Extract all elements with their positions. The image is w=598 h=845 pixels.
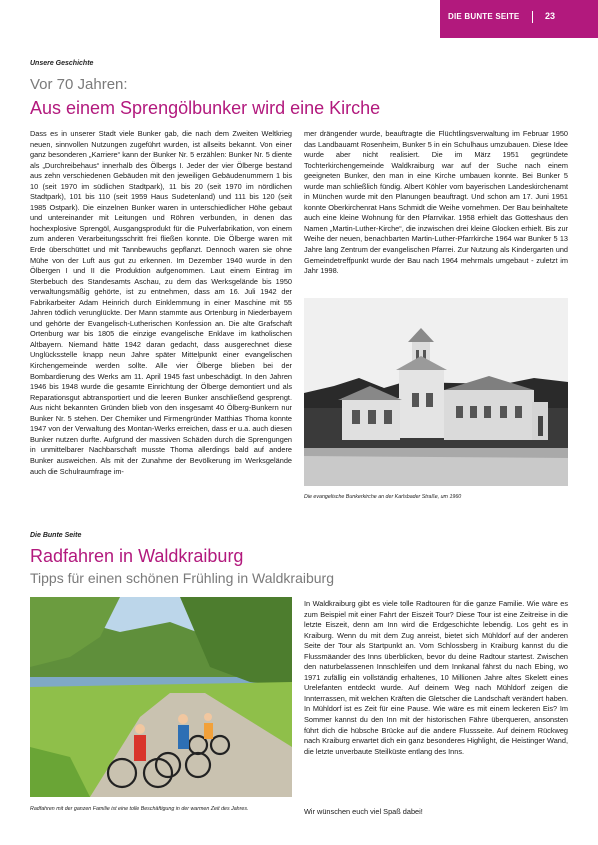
bunker-photo-caption: Die evangelische Bunkerkirche an der Karlsbader Straße, um 1960 xyxy=(304,494,462,500)
article2-subtitle: Tipps für einen schönen Frühling in Waldkraiburg xyxy=(30,570,335,586)
article1-column-1: Dass es in unserer Stadt viele Bunker gab, die nach dem Zweiten Weltkrieg neuen, sinnvollen Nutzungen zugeführt wurden, ist allseits bekannt. Von einer ganz besonderen „Karriere“ kann der Bunker Nr. 5 erzählen: Bunker Nr. 5 diente als „Durchreibehaus“ innerhalb des Ölbergs I. Jeder der vier Ölberge bestand aus zehn verschiedenen Gebäuden mit den jeweiligen Gebäudenummern 1 bis 10 (seit 1970 im südlichen Stadtpark), 11 bis 20 (seit 1970 im nördlichen Stadtpark), 101 bis 110 (seit 1959 Haus Sudetenland) und 111 bis 120 (seit 1985 Ostpark). Die einzelnen Bunker waren in unterschiedlicher Höhe gebaut und untereinander mit Leitungen und Röhren verbunden, in denen das hochexplosive Sprengöl, Ausgangsprodukt für die Pulverfabrikation, von einem zum anderen Verarbeitungsschritt frei fließen konnte. Die Ölberge waren mit Erde überschüttet und mit Tannbewuchs gepflanzt. Dennoch waren sie ohne Mühe von der Luft aus gut zu erkennen. Im Dezember 1940 wurde in den Ölbergen I und II die Produktion aufgenommen. Laut einem Eintrag im Sterbebuch des Standesamts Aschau, zu dem das Werksgelände bis 1950 verwaltungsmäßig gehörte, ist zu entnehmen, dass am 16. Juli 1942 der Fabrikarbeiter Adam Heinrich durch Einklemmung in einer Maschine mit 55 Jahren tödlich verunglückte. Der Mann stammte aus Ortenburg in Niederbayern und gehörte der Evangelisch-Lutherischen Konfession an. Die alte Grafschaft Ortenburg war bis 1805 die einzige evangelische Enklave im katholischen Altbayern. Niemand hätte 1942 daran gedacht, dass ausgerechnet diese Unglücksstelle knapp neun Jahre später Mittelpunkt einer evangelischen Kirchengemeinde werden sollte. Alle vier Ölberge blieben bei der Bombardierung des Werks am 11. April 1945 fast unbeschädigt. In den Jahren 1946 bis 1948 wurde die gesamte Einrichtung der Ölberge demontiert und als Reparationsgut abtransportiert und die leeren Bunker anschließend gesprengt. Aus nicht bekannten Gründen blieb von den insgesamt 40 Ölberg-Bunkern nur Bunker Nr. 5 stehen. Der Chemiker und Firmengründer Matthias Thoma konnte 1947 von der Verwaltung des Montan-Werks erreichen, dass er u.a. auch diesen Bunker nutzen durfte. Aufgrund der massiven Schäden durch die Sprengungen in unmittelbarer Nachbarschaft musste Thoma allerdings bald auf andere Bunker ausweichen. Als mit der Zunahme der Bevölkerung im Werksgelände auch die Schulraumfrage im- xyxy=(30,129,292,476)
article1-column-2: mer drängender wurde, beauftragte die Flüchtlingsverwaltung im Februar 1950 das Landbauamt Rosenheim, Bunker 5 in ein Schulhaus umzubauen. Diese Idee wurde aber nicht realisiert. Die im März 1951 gegründete Tochterkirchengemeinde Waldkraiburg war auf der Suche nach einem geeigneten Bunker, den man in eine Kirche umbauen konnte. Bei Bunker 5 wurde man schließlich fündig. Albert Köhler vom bayerischen Landeskirchenamt in München wurde mit den Planungen beauftragt. Und schon am 17. Juni 1951 konnte Oberkirchenrat Hans Schmidt die Weihe vornehmen. Der Bau beinhaltete auch eine kleine Wohnung für den Pfarrvikar. 1958 erhielt das Gotteshaus den Namen „Martin-Luther-Kirche“, die inzwischen drei kleine Glocken erhielt. Bis zur Weihe der neuen, benachbarten Martin-Luther-Pfarrkirche 1964 war Bunker 5 13 Jahre lang Zentrum der evangelischen Pfarrei. Zur Nutzung als Kindergarten und Gemeindetreffpunkt wurde der Bau nach 1964 mehrmals umgebaut - zuletzt im Jahr 1998. xyxy=(304,129,568,276)
article1-kicker: Unsere Geschichte xyxy=(30,60,94,67)
article1-subtitle: Vor 70 Jahren: xyxy=(30,76,128,93)
bunker-church-photo xyxy=(304,298,568,486)
section-label: DIE BUNTE SEITE xyxy=(448,12,520,21)
family-cycling-photo xyxy=(30,597,292,797)
article2-closing: Wir wünschen euch viel Spaß dabei! xyxy=(304,807,423,816)
article2-kicker: Die Bunte Seite xyxy=(30,532,82,539)
article2-title: Radfahren in Waldkraiburg xyxy=(30,546,244,566)
article1-title: Aus einem Sprengölbunker wird eine Kirche xyxy=(30,98,381,118)
cycling-photo-caption: Radfahren mit der ganzen Familie ist eine tolle Beschäftigung in der warmen Zeit des Jahres. xyxy=(30,806,249,812)
article2-text: In Waldkraiburg gibt es viele tolle Radtouren für die ganze Familie. Wie wäre es zum Beispiel mit einer Fahrt der Eiszeit Tour? Diese Tour ist eine Zeitreise in die letzte Eiszeit, denn am Inn wird die Erdgeschichte lebendig. Los geht es in Kraiburg. Wenn du mit dem Zug anreist, bietet sich Mühldorf auf der anderen Seite der Tour als Startpunkt an. Vom Schlossberg in Kraiburg kannst du die Flussmäander des Inns überblicken, bevor du deine Radtour startest. Zwischen den naturbelassenen Innschleifen und dem Innkanal fährst du nach Ebing, wo 1971 zufällig ein vollständig erhaltenes, 10 Millionen Jahre altes Skelett eines Urelefanten entdeckt wurde. Auf deinem Weg nach Mühldorf zeigen die Innterrassen, mit welchen Kräften die Gletscher die Landschaft verändert haben. In Mühldorf ist es Zeit für eine Pause. Wie wäre es mit einem leckeren Eis? Im Sommer kannst du den Inn mit der historischen Fähre überqueren, ansonsten führt dich die hübsche Brücke auf die andere Flussseite. Auf deinem Rückweg nach Kraiburg erwartet dich ein ganz besonderes Highlight, die Heistinger Wand, die letzte unverbaute Steilküste entlang des Inns. xyxy=(304,599,568,756)
page-number: 23 xyxy=(545,11,556,21)
header-divider xyxy=(532,11,533,23)
